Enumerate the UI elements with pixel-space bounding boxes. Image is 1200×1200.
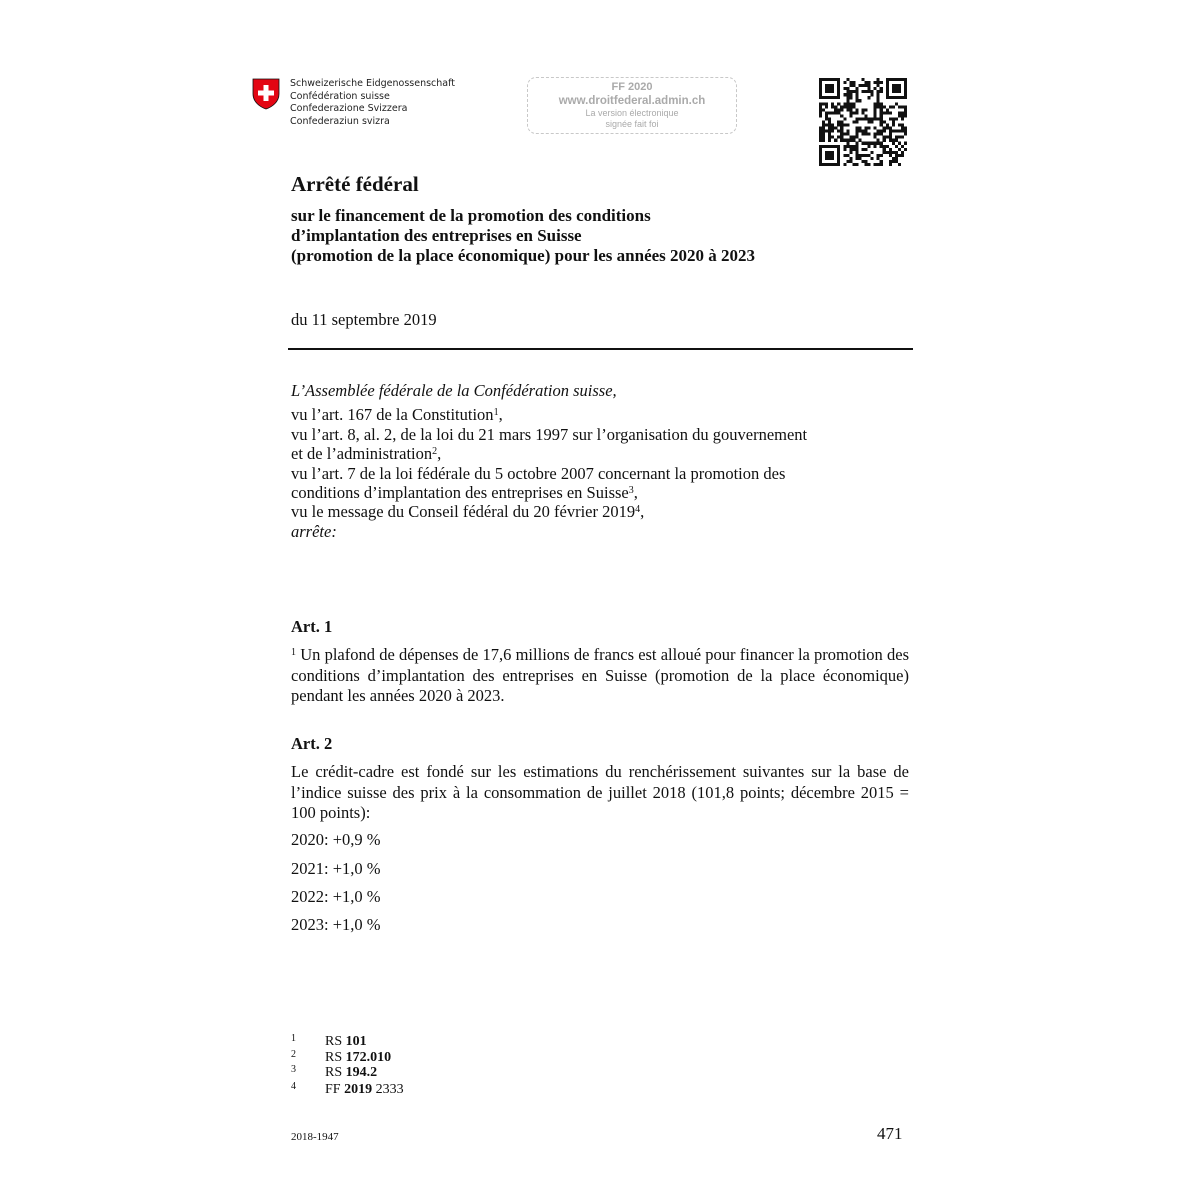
preamble-line: vu l’art. 7 de la loi fédérale du 5 octobre 2007 concernant la promotion des [291,463,786,483]
stamp-url: www.droitfederal.admin.ch [558,95,706,107]
document-number: 2018-1947 [291,1131,339,1143]
inflation-rate-item: 2022: +1,0 % [291,887,381,906]
confederation-name-rm: Confederaziun svizra [290,115,390,127]
stamp-note-1: La version électronique [585,108,679,118]
preamble-line: conditions d’implantation des entreprises en Suisse$^3$, [291,483,638,503]
footnote: 3 RS 194.2 [291,1064,378,1080]
footnote-ref: 1 [493,407,499,419]
confederation-name-de: Schweizerische Eidgenossenschaft [290,78,456,89]
footnote-ref: 3 [628,485,634,497]
qr-code-icon [819,78,907,166]
stamp-publication: FF 2020 [611,81,653,93]
document-date: du 11 septembre 2019 [291,310,437,329]
preamble-decree: arrête: [291,521,337,541]
swiss-coat-of-arms-icon [252,78,280,110]
preamble-line: et de l’administration$^2$, [291,444,442,464]
subtitle-line: (promotion de la place économique) pour les années 2020 à 2023 [291,246,756,265]
inflation-rate-item: 2021: +1,0 % [291,859,381,878]
article-2-heading: Art. 2 [291,734,333,753]
stamp-note-2: signée fait foi [605,118,659,129]
footnote-ref: 2 [432,446,438,458]
paragraph-number: 1 [291,647,296,658]
preamble-line: vu le message du Conseil fédéral du 20 février 2019$^4$, [291,502,645,522]
article-1-heading: Art. 1 [291,617,333,636]
footnote: 1 RS 101 [291,1033,367,1049]
article-1-text: $^1$ Un plafond de dépenses de 17,6 millions de francs est alloué pour financer la promotion des conditions d’implantation des entreprises en Suisse (promotion de la place économique) pendant les années 2020 à 2023. [291,645,910,706]
document-subtitle [291,206,755,266]
page-number: 471 [877,1124,903,1143]
preamble [291,381,911,541]
inflation-rate-item: 2023: +1,0 % [291,915,381,934]
document-title: Arrêté fédéral [291,172,419,196]
subtitle-line: d’implantation des entreprises en Suisse [291,226,582,245]
preamble-assembly: L’Assemblée fédérale de la Confédération suisse, [291,381,617,400]
confederation-name-fr: Confédération suisse [290,90,390,102]
preamble-line: vu l’art. 167 de la Constitution$^1$, [291,405,503,425]
publication-stamp [527,77,737,134]
title-divider [288,348,913,350]
subtitle-line: sur le financement de la promotion des conditions [291,206,651,225]
preamble-line: vu l’art. 8, al. 2, de la loi du 21 mars 1997 sur l’organisation du gouvernement [291,424,808,444]
inflation-rate-item: 2020: +0,9 % [291,830,381,849]
article-2-text: Le crédit-cadre est fondé sur les estimations du renchérissement suivantes sur la base de l’indice suisse des prix à la consommation de juillet 2018 (101,8 points; décembre 2015 = 100 points): [291,762,909,823]
confederation-names [290,78,455,128]
confederation-name-it: Confederazione Svizzera [290,103,408,115]
footnote: 2 RS 172.010 [291,1049,392,1065]
footnote: 4 FF 2019 2333 [291,1081,404,1097]
footnote-ref: 4 [635,504,641,516]
